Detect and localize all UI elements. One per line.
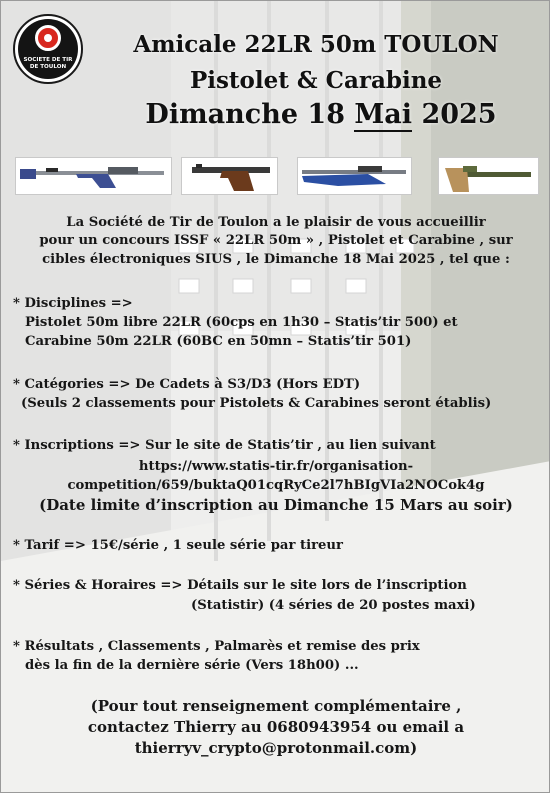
event-title: Amicale 22LR 50m TOULON xyxy=(133,31,499,58)
contact-line-2: contactez Thierry au 0680943954 ou email a xyxy=(87,718,465,736)
pistol-photo xyxy=(438,157,539,195)
series-line: * Séries & Horaires => Détails sur le site lors de l’inscription xyxy=(13,578,467,593)
inscriptions-url-line-1: https://www.statis-tir.fr/organisation- xyxy=(138,459,414,474)
disciplines-rifle: Carabine 50m 22LR (60BC en 50mn – Statis’tir 501) xyxy=(25,334,412,349)
series-note: (Statistir) (4 séries de 20 postes maxi) xyxy=(191,598,476,613)
logo-badge xyxy=(18,19,78,79)
blue-rifle-photo xyxy=(297,157,412,195)
inscriptions-url-line-2: competition/659/buktaQ01cqRyCe2l7hBIgVIa2NOCok4g xyxy=(67,478,485,493)
categories-line: * Catégories => De Cadets à S3/D3 (Hors EDT) xyxy=(13,377,361,392)
free-pistol-photo xyxy=(181,157,278,195)
club-logo xyxy=(13,14,83,84)
intro-line-1: La Société de Tir de Toulon a le plaisir de vous accueillir xyxy=(66,215,486,230)
event-subtitle: Pistolet & Carabine xyxy=(189,67,443,94)
tarif-line: * Tarif => 15€/série , 1 seule série par tireur xyxy=(13,538,343,553)
contact-email: thierryv_crypto@protonmail.com) xyxy=(134,739,418,757)
resultats-note: dès la fin de la dernière série (Vers 18h00) ... xyxy=(25,658,359,673)
disciplines-pistol: Pistolet 50m libre 22LR (60cps en 1h30 – Statis’tir 500) et xyxy=(25,315,458,330)
target-icon xyxy=(35,25,61,51)
inscriptions-deadline: (Date limite d’inscription au Dimanche 15 Mars au soir) xyxy=(39,496,513,514)
intro-line-2: pour un concours ISSF « 22LR 50m » , Pistolet et Carabine , sur xyxy=(39,233,513,248)
inscriptions-line: * Inscriptions => Sur le site de Statis’tir , au lien suivant xyxy=(13,438,436,453)
resultats-line: * Résultats , Classements , Palmarès et remise des prix xyxy=(13,639,420,654)
event-date xyxy=(91,99,550,130)
air-rifle-photo xyxy=(15,157,172,195)
event-date-suffix: 2025 xyxy=(412,99,497,130)
logo-text-line2: DE TOULON xyxy=(29,64,67,70)
categories-note: (Seuls 2 classements pour Pistolets & Carabines seront établis) xyxy=(21,396,492,411)
event-date-month: Mai xyxy=(354,99,413,130)
intro-line-3: cibles électroniques SIUS , le Dimanche 18 Mai 2025 , tel que : xyxy=(42,252,510,267)
disciplines-heading: * Disciplines => xyxy=(13,296,133,311)
event-date-prefix: Dimanche 18 xyxy=(145,99,355,130)
contact-line-1: (Pour tout renseignement complémentaire , xyxy=(90,697,462,715)
logo-text-line1: SOCIETE DE TIR xyxy=(23,57,73,63)
